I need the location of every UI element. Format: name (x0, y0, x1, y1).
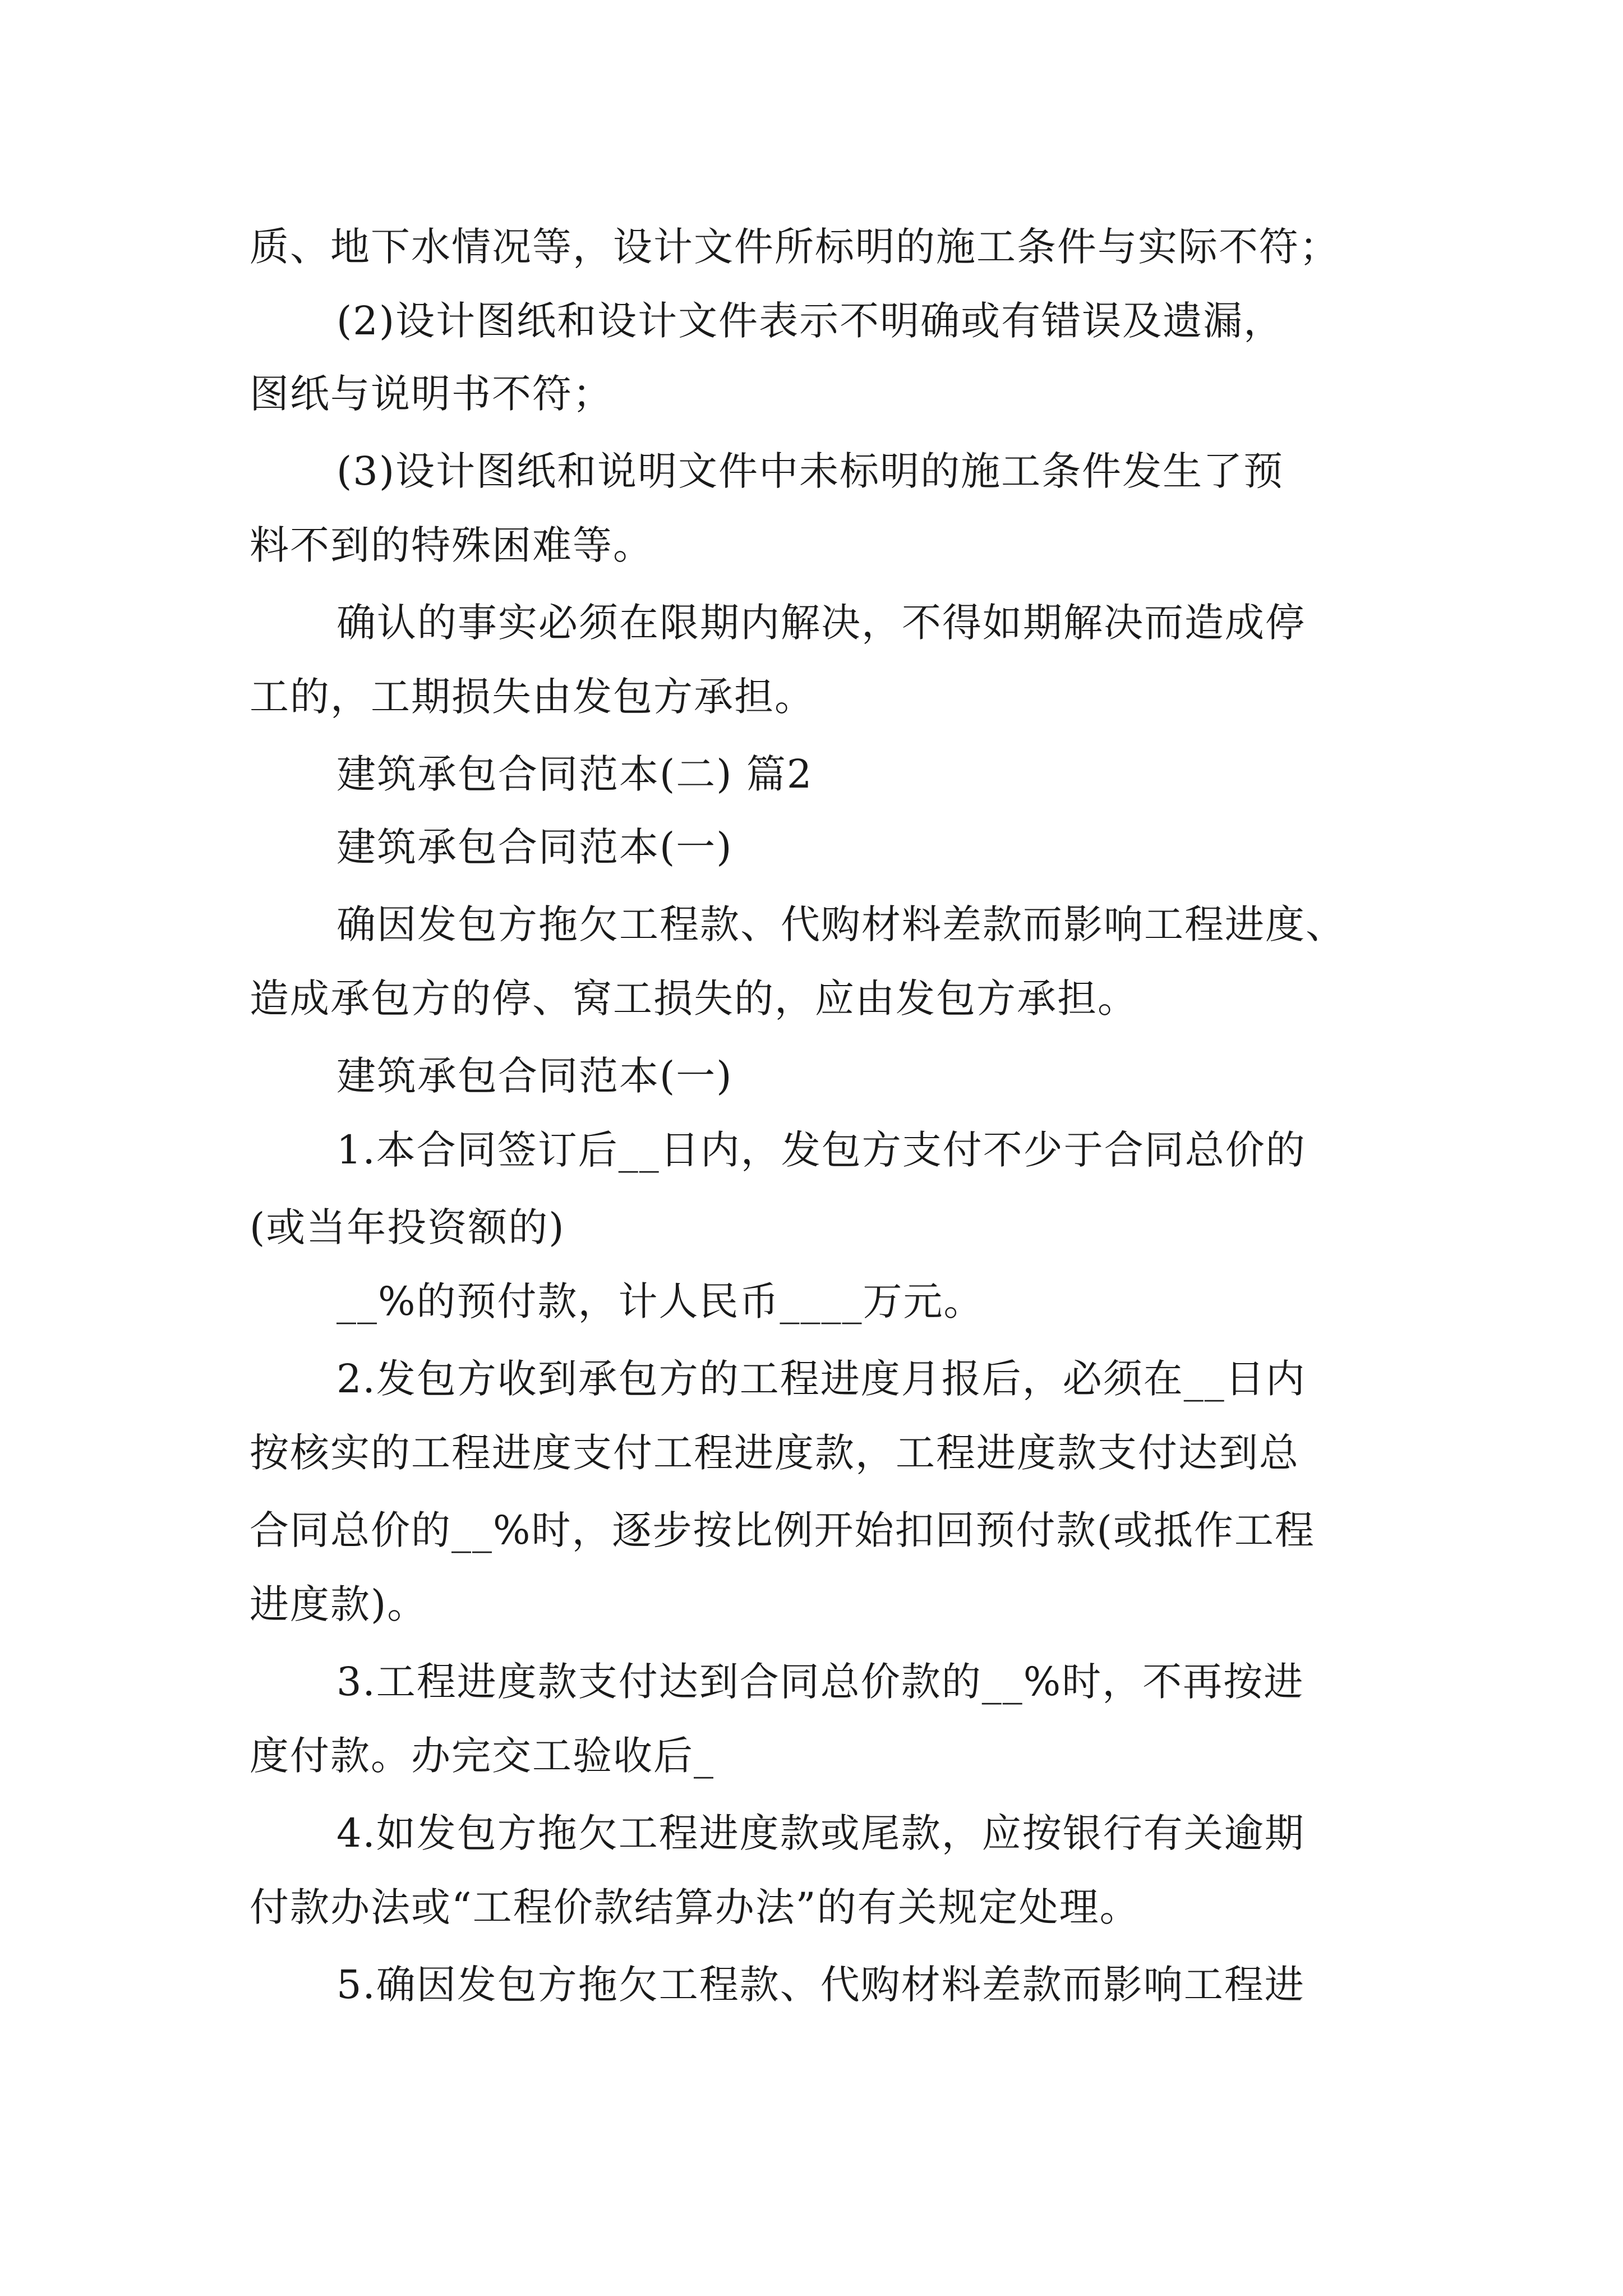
text-line: 5.确因发包方拖欠工程款、代购材料差款而影响工程进 (336, 1962, 1305, 2008)
text-line: 付款办法或“工程价款结算办法”的有关规定处理。 (250, 1884, 1140, 1930)
section-heading: 建筑承包合同范本(二) 篇2 (336, 751, 813, 797)
text-line: 工的，工期损失由发包方承担。 (250, 674, 815, 720)
text-line: 料不到的特殊困难等。 (250, 522, 653, 568)
text-line: 合同总价的__%时，逐步按比例开始扣回预付款(或抵作工程 (250, 1507, 1315, 1553)
text-line: 按核实的工程进度支付工程进度款，工程进度款支付达到总 (250, 1430, 1299, 1476)
text-line: (或当年投资额的) (250, 1204, 565, 1250)
text-line: 3.工程进度款支付达到合同总价款的__%时，不再按进 (336, 1659, 1304, 1705)
text-line: 4.如发包方拖欠工程进度款或尾款，应按银行有关逾期 (336, 1810, 1305, 1856)
text-line: 图纸与说明书不符； (250, 371, 613, 417)
section-heading: 建筑承包合同范本(一) (336, 824, 733, 870)
text-line: (3)设计图纸和说明文件中未标明的施工条件发生了预 (336, 448, 1284, 494)
text-line: 2.发包方收到承包方的工程进度月报后，必须在__日内 (336, 1356, 1306, 1402)
text-line: 造成承包方的停、窝工损失的，应由发包方承担。 (250, 976, 1138, 1022)
text-line: 度付款。办完交工验收后_ (250, 1733, 714, 1779)
text-line: 确因发包方拖欠工程款、代购材料差款而影响工程进度、 (336, 901, 1346, 947)
text-line: (2)设计图纸和设计文件表示不明确或有错误及遗漏， (336, 298, 1284, 344)
text-line: 质、地下水情况等，设计文件所标明的施工条件与实际不符； (250, 224, 1340, 270)
text-line: 1.本合同签订后__日内，发包方支付不少于合同总价的 (336, 1127, 1306, 1173)
section-heading: 建筑承包合同范本(一) (336, 1053, 733, 1099)
text-line: 确认的事实必须在限期内解决，不得如期解决而造成停 (336, 600, 1306, 646)
text-line: 进度款)。 (250, 1581, 428, 1627)
text-line: __%的预付款，计人民币____万元。 (336, 1278, 984, 1324)
